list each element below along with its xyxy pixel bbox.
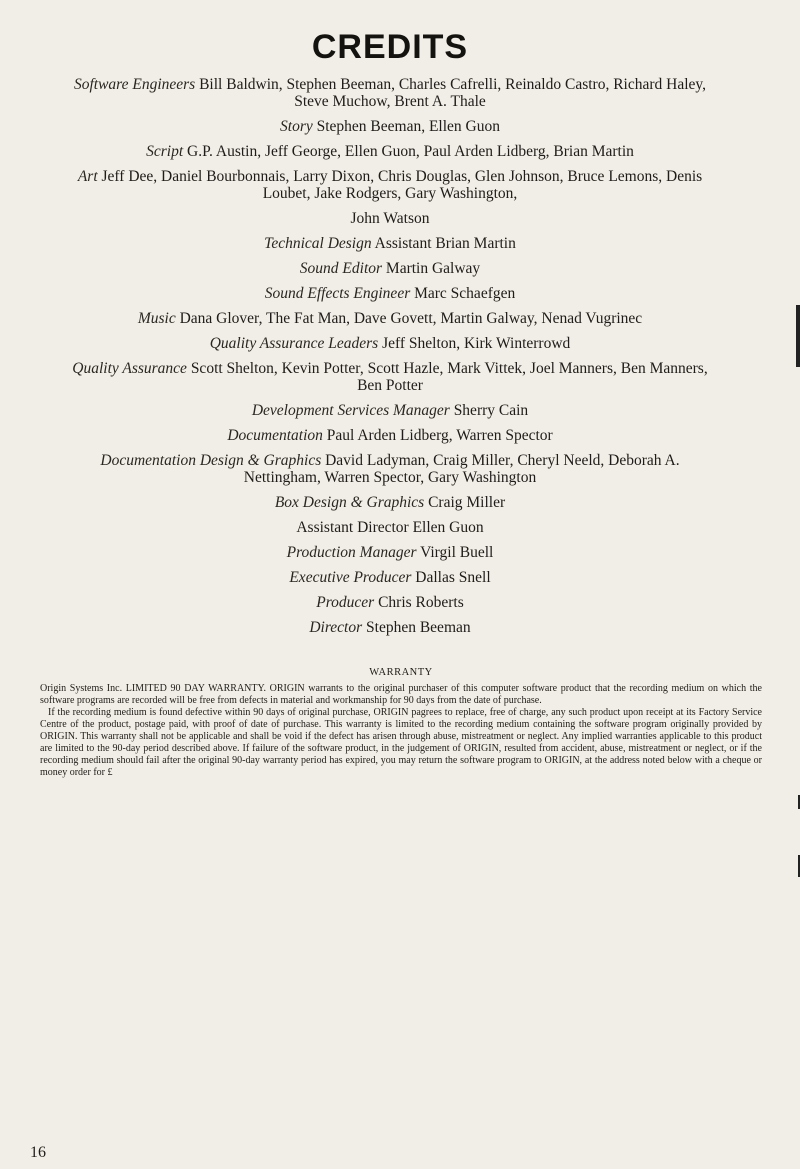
credit-role: Documentation (227, 427, 323, 444)
credit-art-continued (70, 210, 710, 227)
credit-names: John Watson (350, 210, 430, 227)
credit-production-manager (70, 544, 710, 561)
credit-sound-effects-engineer (70, 285, 710, 302)
credit-names: Jeff Dee, Daniel Bourbonnais, Larry Dixon, Chris Douglas, Glen Johnson, Bruce Lemons, Denis Loubet, Jake Rodgers, Gary Washington, (101, 168, 703, 202)
credit-role: Technical Design (264, 235, 372, 252)
credit-role: Development Services Manager (251, 402, 450, 419)
credit-role: Sound Effects Engineer (264, 285, 411, 302)
credit-producer (70, 594, 710, 611)
credits-list (70, 76, 710, 644)
credit-art (70, 168, 710, 202)
credit-names: Bill Baldwin, Stephen Beeman, Charles Cafrelli, Reinaldo Castro, Richard Haley, Steve Muchow, Brent A. Thale (199, 76, 707, 110)
credit-documentation-design (70, 452, 710, 486)
warranty-section (40, 667, 762, 779)
warranty-paragraph: If the recording medium is found defective within 90 days of original purchase, ORIGIN pagrees to replace, free of charge, any such product upon receipt at its Factory Service Centre of the product, postage paid, with proof of date of purchase. This warranty is limited to the recording medium containing the software program originally provided by ORIGIN. This warranty shall not be applicable and shall be void if the defect has arisen through abuse, mistreatment or neglect. Any implied warranties applicable to this product are limited to the 90-day period described above. If failure of the software product, in the judgement of ORIGIN, resulted from accident, abuse, mistreatment or neglect, or if the recording medium should fail after the original 90-day warranty period has expired, you may return the software program to ORIGIN, at the address noted below with a cheque or money order for £ (40, 707, 762, 778)
credit-names: Assistant Director Ellen Guon (296, 519, 484, 536)
credit-director (70, 619, 710, 636)
credit-documentation (70, 427, 710, 444)
credit-role: Script (146, 143, 184, 160)
credit-names: Virgil Buell (420, 544, 494, 561)
credit-box-design (70, 494, 710, 511)
credit-names: Marc Schaefgen (414, 285, 516, 302)
page-title: CREDITS (311, 28, 469, 66)
credit-story (70, 118, 710, 135)
credit-role: Producer (316, 594, 375, 611)
credit-sound-editor (70, 260, 710, 277)
credit-role: Music (137, 310, 176, 327)
credit-names: David Ladyman, Craig Miller, Cheryl Neeld, Deborah A. Nettingham, Warren Spector, Gary Washington (243, 452, 680, 486)
credit-assistant-director (70, 519, 710, 536)
credit-software-engineers (70, 76, 710, 110)
credit-names: Craig Miller (428, 494, 506, 511)
credit-names: Paul Arden Lidberg, Warren Spector (326, 427, 553, 444)
credit-names: Stephen Beeman (366, 619, 471, 636)
credit-names: Jeff Shelton, Kirk Winterrowd (382, 335, 571, 352)
credit-qa-leaders (70, 335, 710, 352)
credit-role: Software Engineers (73, 76, 196, 93)
credit-role: Director (309, 619, 363, 636)
credit-music (70, 310, 710, 327)
credit-dev-services-manager (70, 402, 710, 419)
credit-names: Martin Galway (385, 260, 481, 277)
credit-names: Chris Roberts (378, 594, 464, 611)
credit-names: Scott Shelton, Kevin Potter, Scott Hazle, Mark Vittek, Joel Manners, Ben Manners, Ben Potter (190, 360, 708, 394)
credit-names: Assistant Brian Martin (374, 235, 516, 252)
credit-role: Story (280, 118, 313, 135)
credit-names: Dallas Snell (415, 569, 491, 586)
credit-role: Box Design & Graphics (274, 494, 425, 511)
credit-role: Quality Assurance Leaders (209, 335, 379, 352)
credit-role: Documentation Design & Graphics (100, 452, 322, 469)
credit-names: Sherry Cain (453, 402, 529, 419)
page-edge-mark (796, 305, 800, 367)
credit-script (70, 143, 710, 160)
credit-role: Executive Producer (289, 569, 412, 586)
credit-names: Stephen Beeman, Ellen Guon (316, 118, 500, 135)
credit-quality-assurance (70, 360, 710, 394)
warranty-paragraph: Origin Systems Inc. LIMITED 90 DAY WARRANTY. ORIGIN warrants to the original purchaser of this computer software product that the recording medium on which the software programs are recorded will be free from defects in material and workmanship for 90 days from the date of purchase. (40, 683, 762, 706)
credit-names: G.P. Austin, Jeff George, Ellen Guon, Paul Arden Lidberg, Brian Martin (187, 143, 634, 160)
credit-role: Sound Editor (299, 260, 383, 277)
credit-role: Production Manager (286, 544, 417, 561)
credit-names: Dana Glover, The Fat Man, Dave Govett, Martin Galway, Nenad Vugrinec (179, 310, 643, 327)
credit-technical-design (70, 235, 710, 252)
credit-role: Art (77, 168, 98, 185)
credit-executive-producer (70, 569, 710, 586)
warranty-heading: WARRANTY (369, 667, 433, 678)
page-number: 16 (30, 1144, 46, 1161)
credit-role: Quality Assurance (72, 360, 187, 377)
